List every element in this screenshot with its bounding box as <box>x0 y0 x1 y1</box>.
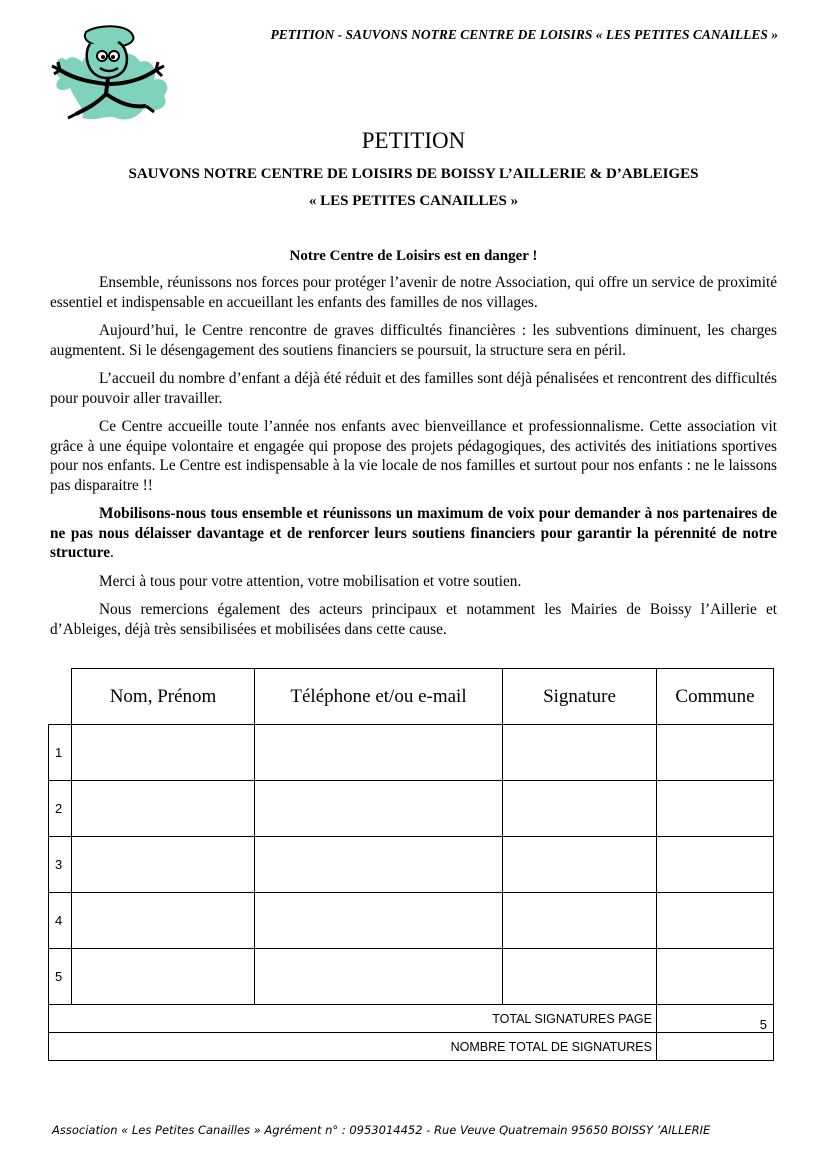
contact-cell[interactable] <box>255 893 503 949</box>
header-blank-cell <box>49 669 72 725</box>
name-cell[interactable] <box>72 949 255 1005</box>
commune-cell[interactable] <box>657 837 774 893</box>
commune-cell[interactable] <box>657 781 774 837</box>
commune-cell[interactable] <box>657 893 774 949</box>
name-cell[interactable] <box>72 781 255 837</box>
signature-cell[interactable] <box>503 781 657 837</box>
header-commune: Commune <box>657 669 774 725</box>
row-number: 1 <box>49 725 72 781</box>
contact-cell[interactable] <box>255 781 503 837</box>
signature-cell[interactable] <box>503 725 657 781</box>
call-to-action-end: . <box>110 544 114 561</box>
total-page-value[interactable]: 5 <box>657 1005 774 1033</box>
cartoon-character-logo-icon <box>46 22 172 124</box>
paragraph: Nous remercions également des acteurs principaux et notamment les Mairies de Boissy l’Aillerie et d’Ableiges, déjà très sensibilisées et mobilisées dans cette cause. <box>50 601 777 638</box>
contact-cell[interactable] <box>255 725 503 781</box>
subtitle-centre-name: SAUVONS NOTRE CENTRE DE LOISIRS DE BOISSY L’AILLERIE & D’ABLEIGES <box>128 166 699 182</box>
running-header: PETITION - SAUVONS NOTRE CENTRE DE LOISIRS « LES PETITES CANAILLES » <box>270 27 778 42</box>
grand-total-row <box>49 1033 774 1061</box>
grand-total-value[interactable] <box>657 1033 774 1061</box>
call-to-action-paragraph <box>50 504 777 563</box>
page-title: PETITION <box>361 128 466 153</box>
signature-table <box>48 668 774 1061</box>
name-cell[interactable] <box>72 893 255 949</box>
table-row <box>49 725 774 781</box>
table-row <box>49 893 774 949</box>
contact-cell[interactable] <box>255 837 503 893</box>
total-page-label: TOTAL SIGNATURES PAGE <box>49 1005 657 1033</box>
section-heading: Notre Centre de Loisirs est en danger ! <box>289 248 538 264</box>
table-row <box>49 837 774 893</box>
petition-body <box>50 273 777 648</box>
contact-cell[interactable] <box>255 949 503 1005</box>
header-signature: Signature <box>503 669 657 725</box>
total-page-row <box>49 1005 774 1033</box>
signature-cell[interactable] <box>503 837 657 893</box>
paragraph: Aujourd’hui, le Centre rencontre de graves difficultés financières : les subventions diminuent, les charges augmentent. Si le désengagement des soutiens financiers se poursuit, la structure sera en péril. <box>50 322 777 359</box>
paragraph: L’accueil du nombre d’enfant a déjà été réduit et des familles sont déjà pénalisées et rencontrent des difficultés pour pouvoir aller travailler. <box>50 370 777 407</box>
call-to-action-text: Mobilisons-nous tous ensemble et réunissons un maximum de voix pour demander à nos partenaires de ne pas nous délaisser davantage et de renforcer leurs soutiens financiers pour garantir la pérennité de notre structure <box>50 505 777 561</box>
grand-total-label: NOMBRE TOTAL DE SIGNATURES <box>49 1033 657 1061</box>
row-number: 5 <box>49 949 72 1005</box>
table-row <box>49 949 774 1005</box>
commune-cell[interactable] <box>657 949 774 1005</box>
row-number: 4 <box>49 893 72 949</box>
signature-cell[interactable] <box>503 893 657 949</box>
paragraph: Ensemble, réunissons nos forces pour protéger l’avenir de notre Association, qui offre un service de proximité essentiel et indispensable en accueillant les enfants des familles de nos villages. <box>50 274 777 311</box>
row-number: 2 <box>49 781 72 837</box>
table-header-row <box>49 669 774 725</box>
footer-association-info: Association « Les Petites Canailles » Agrément n° : 0953014452 - Rue Veuve Quatremain 95650 BOISSY ’AILLERIE <box>52 1123 711 1137</box>
name-cell[interactable] <box>72 725 255 781</box>
table-row <box>49 781 774 837</box>
paragraph: Ce Centre accueille toute l’année nos enfants avec bienveillance et professionnalisme. Cette association vit grâce à une équipe volontaire et engagée qui propose des projets pédagogiques, des activités des initiations sportives pour nos enfants. Le Centre est indispensable à la vie locale de nos familles et surtout pour nos enfants : ne le laissons pas disparaitre !! <box>50 418 777 494</box>
paragraph: Merci à tous pour votre attention, votre mobilisation et votre soutien. <box>99 572 522 590</box>
header-name: Nom, Prénom <box>72 669 255 725</box>
row-number: 3 <box>49 837 72 893</box>
name-cell[interactable] <box>72 837 255 893</box>
signature-cell[interactable] <box>503 949 657 1005</box>
header-contact: Téléphone et/ou e-mail <box>255 669 503 725</box>
subtitle-association-name: « LES PETITES CANAILLES » <box>308 193 519 209</box>
commune-cell[interactable] <box>657 725 774 781</box>
